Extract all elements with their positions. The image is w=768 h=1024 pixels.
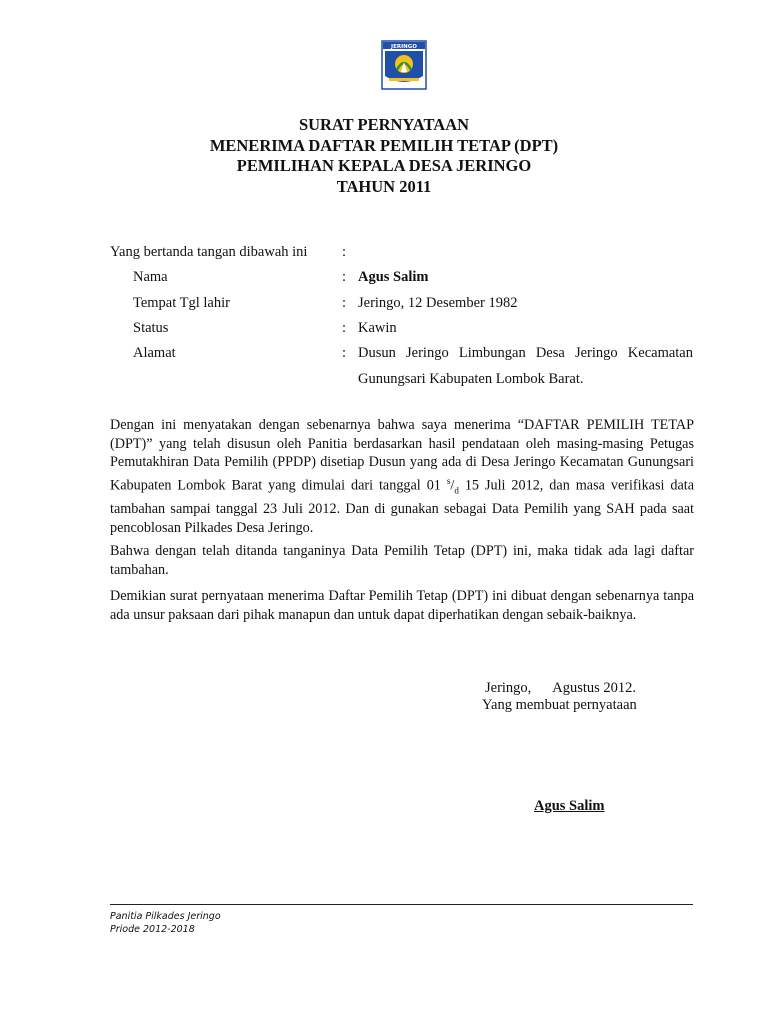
footer-period: Priode 2012-2018: [110, 924, 195, 935]
logo-text: JERINGO: [391, 44, 417, 50]
para1-part1: Dengan ini menyatakan dengan sebenarnya bahwa saya menerima “DAFTAR PEMILIH TETAP (DPT)” yang telah disusun oleh Panitia berdasarkan hasil pendataan oleh masing-masing Petugas Pemutakhiran Data Pemilih (PPDP) disetiap Dusun yang ada di Desa Jeringo Kecamatan Gunungsari Kabupaten Lombok Barat yang dimulai dari tanggal 01: [110, 417, 694, 494]
birth-label: Tempat Tgl lahir: [133, 295, 230, 311]
para1-part2: 15 Juli 2012, dan masa verifikasi data tambahan sampai tanggal 23 Juli 2012. Dan di gunakan sebagai Data Pemilih yang SAH pada saat pencoblosan Pilkades Desa Jeringo.: [110, 477, 695, 536]
title-line-3: PEMILIHAN KEPALA DESA JERINGO: [236, 156, 532, 175]
status-label: Status: [133, 320, 169, 336]
status-value: Kawin: [358, 320, 397, 336]
statement-paragraph-3: Demikian surat pernyataan menerima Daftar Pemilih Tetap (DPT) ini dibuat dengan sebenarnya tanpa ada unsur paksaan dari pihak manapun dan untuk dapat diperhatikan dengan sebaik-baiknya.: [110, 588, 694, 623]
intro-label: Yang bertanda tangan dibawah ini: [110, 244, 308, 260]
footer-divider: [110, 904, 693, 905]
signer-role: Yang membuat pernyataan: [482, 697, 637, 713]
place-date: Jeringo, Agustus 2012.: [485, 680, 637, 696]
title-line-4: TAHUN 2011: [336, 177, 432, 196]
footer-committee: Panitia Pilkades Jeringo: [110, 911, 221, 922]
status-colon: :: [342, 320, 347, 336]
para1-sup: s: [446, 475, 451, 486]
address-value-line2: Gunungsari Kabupaten Lombok Barat.: [358, 371, 584, 387]
birth-colon: :: [342, 295, 347, 311]
name-colon: :: [342, 269, 347, 285]
village-emblem-logo: [381, 40, 427, 90]
address-label: Alamat: [133, 345, 176, 361]
birth-value: Jeringo, 12 Desember 1982: [358, 295, 518, 311]
address-value-line1: Dusun Jeringo Limbungan Desa Jeringo Kecamatan: [358, 345, 693, 361]
address-colon: :: [342, 345, 347, 361]
name-value: Agus Salim: [358, 269, 429, 285]
signer-name: Agus Salim: [534, 798, 605, 814]
name-label: Nama: [133, 269, 168, 285]
intro-colon: :: [342, 244, 347, 260]
title-line-1: SURAT PERNYATAAN: [298, 115, 470, 134]
para1-slash: /: [450, 477, 455, 494]
para1-sub: d: [454, 485, 459, 496]
statement-paragraph-1: [110, 416, 694, 537]
title-line-2: MENERIMA DAFTAR PEMILIH TETAP (DPT): [209, 136, 559, 155]
statement-paragraph-2: Bahwa dengan telah ditanda tanganinya Data Pemilih Tetap (DPT) ini, maka tidak ada lagi daftar tambahan.: [110, 543, 694, 578]
